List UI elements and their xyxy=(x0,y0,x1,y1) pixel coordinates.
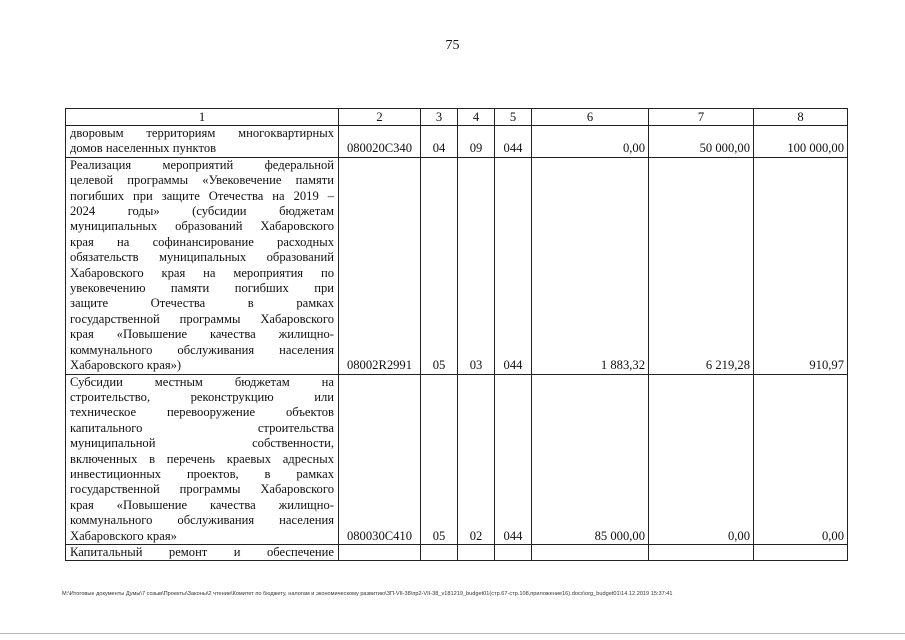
column-header: 7 xyxy=(649,109,754,126)
section-code xyxy=(421,544,458,560)
expense-type-code: 044 xyxy=(495,374,532,544)
description-line: защите Отечества в рамках xyxy=(70,296,334,311)
subsection-code: 09 xyxy=(458,126,495,158)
amount-col-7: 6 219,28 xyxy=(649,157,754,374)
description-line: увековечению памяти погибших при xyxy=(70,281,334,296)
page-divider xyxy=(0,633,905,634)
description-line: капитального строительства xyxy=(70,420,334,435)
description-line: включенных в перечень краевых адресных xyxy=(70,451,334,466)
amount-col-8: 0,00 xyxy=(754,374,848,544)
expense-type-code xyxy=(495,544,532,560)
row-description xyxy=(66,126,339,158)
column-header: 6 xyxy=(532,109,649,126)
description-line: муниципальных образований Хабаровского xyxy=(70,219,334,234)
target-item-code: 08002R2991 xyxy=(339,157,421,374)
description-line: края «Повышение качества жилищно- xyxy=(70,497,334,512)
section-code: 05 xyxy=(421,157,458,374)
description-line: техническое перевооружение объектов xyxy=(70,405,334,420)
section-code: 05 xyxy=(421,374,458,544)
description-line: государственной программы Хабаровского xyxy=(70,311,334,326)
column-header: 3 xyxy=(421,109,458,126)
amount-col-7: 50 000,00 xyxy=(649,126,754,158)
description-line: 2024 годы» (субсидии бюджетам xyxy=(70,204,334,219)
table-row xyxy=(66,544,848,560)
row-description xyxy=(66,157,339,374)
column-header: 2 xyxy=(339,109,421,126)
description-line: домов населенных пунктов xyxy=(70,141,217,156)
amount-col-6: 0,00 xyxy=(532,126,649,158)
document-path-footer: М:\Итоговые документы Думы\7 созыв\Проекты\Законы\2 чтение\Комитет по бюджету, налогам и экономическому развитию\ЗП-VII-38\пр2-VII-38_v181219_budget01(стр.67-стр.108,приложение16).docx\org_budget01\14.12.2019 15:37:41 xyxy=(62,591,673,597)
description-line: дворовым территориям многоквартирных xyxy=(70,126,334,140)
table-row xyxy=(66,374,848,544)
description-line: государственной программы Хабаровского xyxy=(70,482,334,497)
amount-col-6: 1 883,32 xyxy=(532,157,649,374)
page-number: 75 xyxy=(445,38,460,53)
target-item-code: 080030C410 xyxy=(339,374,421,544)
description-line: Субсидии местным бюджетам на xyxy=(70,374,334,389)
amount-col-8: 910,97 xyxy=(754,157,848,374)
target-item-code: 080020C340 xyxy=(339,126,421,158)
amount-col-8 xyxy=(754,544,848,560)
table-row xyxy=(66,126,848,158)
amount-col-6: 85 000,00 xyxy=(532,374,649,544)
description-line: инвестиционных проектов, в рамках xyxy=(70,466,334,481)
expense-type-code: 044 xyxy=(495,126,532,158)
target-item-code xyxy=(339,544,421,560)
amount-col-6 xyxy=(532,544,649,560)
subsection-code xyxy=(458,544,495,560)
amount-col-7 xyxy=(649,544,754,560)
description-line: обязательств муниципальных образований xyxy=(70,250,334,265)
amount-col-8: 100 000,00 xyxy=(754,126,848,158)
description-line: края на софинансирование расходных xyxy=(70,234,334,249)
description-line: строительство, реконструкцию или xyxy=(70,389,334,404)
column-header: 1 xyxy=(66,109,339,126)
description-line: Хабаровского края») xyxy=(70,358,182,373)
section-code: 04 xyxy=(421,126,458,158)
description-line: края «Повышение качества жилищно- xyxy=(70,327,334,342)
description-line: Реализация мероприятий федеральной xyxy=(70,157,334,172)
table-row xyxy=(66,157,848,374)
description-line: коммунального обслуживания населения xyxy=(70,342,334,357)
description-line: муниципальной собственности, xyxy=(70,436,334,451)
subsection-code: 02 xyxy=(458,374,495,544)
description-line: целевой программы «Увековечение памяти xyxy=(70,173,334,188)
column-header: 5 xyxy=(495,109,532,126)
table-header-row xyxy=(66,109,848,126)
description-line: погибших при защите Отечества на 2019 – xyxy=(70,188,334,203)
column-header: 4 xyxy=(458,109,495,126)
subsection-code: 03 xyxy=(458,157,495,374)
row-description xyxy=(66,544,339,560)
budget-table xyxy=(65,108,848,561)
column-header: 8 xyxy=(754,109,848,126)
row-description xyxy=(66,374,339,544)
description-line: Капитальный ремонт и обеспечение xyxy=(70,544,334,559)
expense-type-code: 044 xyxy=(495,157,532,374)
description-line: коммунального обслуживания населения xyxy=(70,513,334,528)
description-line: Хабаровского края на мероприятия по xyxy=(70,265,334,280)
amount-col-7: 0,00 xyxy=(649,374,754,544)
description-line: Хабаровского края» xyxy=(70,528,177,543)
